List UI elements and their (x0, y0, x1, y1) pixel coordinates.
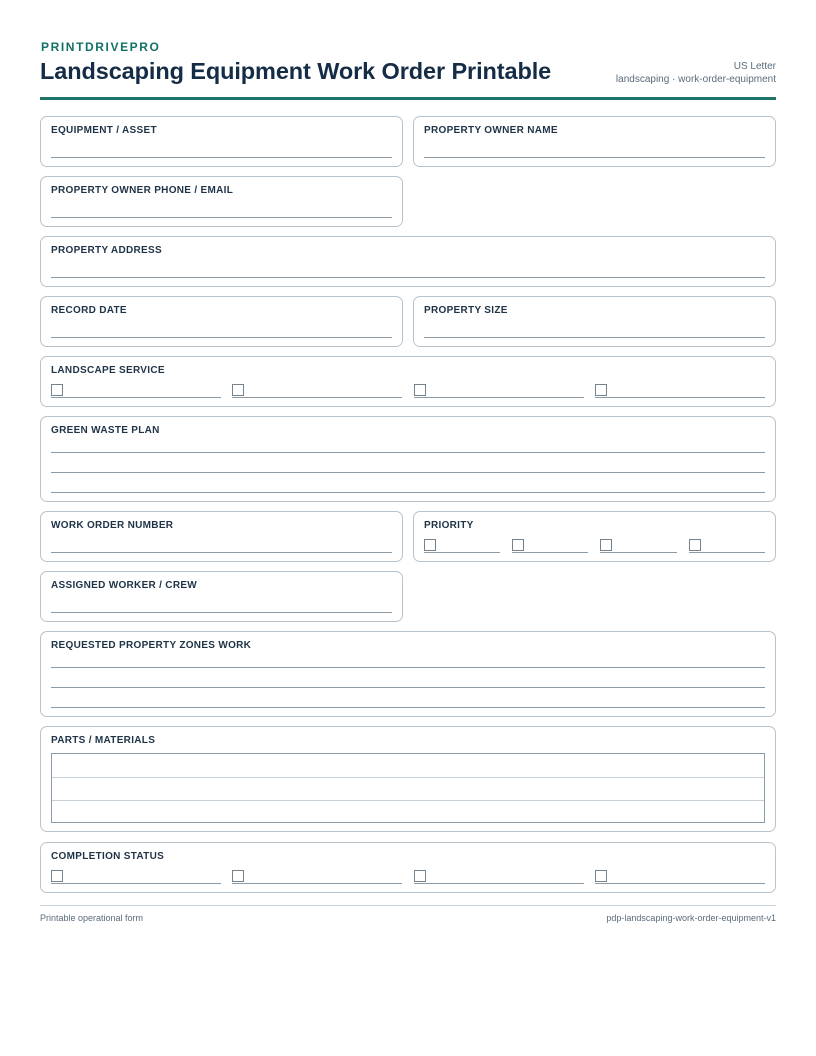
write-line[interactable] (51, 472, 765, 473)
landscape-service-field[interactable] (40, 356, 776, 407)
write-line[interactable] (51, 217, 392, 218)
priority-field[interactable] (413, 511, 776, 562)
completion-status-option[interactable] (414, 870, 584, 884)
document-tags: landscaping · work-order-equipment (615, 74, 776, 85)
priority-option[interactable] (424, 539, 500, 553)
brand-name: PRINTDRIVEPRO (41, 40, 161, 54)
assigned-worker-field[interactable] (40, 571, 403, 622)
field-label: EQUIPMENT / ASSET (51, 125, 157, 136)
field-label: PROPERTY OWNER NAME (424, 125, 558, 136)
write-line (595, 397, 765, 398)
checkbox[interactable] (424, 539, 436, 551)
write-line[interactable] (424, 157, 765, 158)
checkbox[interactable] (600, 539, 612, 551)
equipment-asset-field[interactable] (40, 116, 403, 167)
write-line (512, 552, 588, 553)
table-row-divider (52, 800, 764, 801)
landscape-service-option[interactable] (595, 384, 765, 398)
header-divider (40, 97, 776, 100)
field-label: PRIORITY (424, 520, 474, 531)
write-line[interactable] (51, 552, 392, 553)
field-label: PROPERTY OWNER PHONE / EMAIL (51, 185, 234, 196)
write-line (424, 552, 500, 553)
page-title: Landscaping Equipment Work Order Printable (40, 58, 552, 84)
field-label: PROPERTY ADDRESS (51, 245, 162, 256)
property-address-field[interactable] (40, 236, 776, 287)
completion-status-field[interactable] (40, 842, 776, 893)
write-line[interactable] (51, 157, 392, 158)
checkbox[interactable] (512, 539, 524, 551)
write-line (51, 397, 221, 398)
field-label: COMPLETION STATUS (51, 851, 165, 862)
checkbox[interactable] (232, 384, 244, 396)
footer-divider (40, 905, 776, 906)
priority-option[interactable] (689, 539, 765, 553)
field-label: LANDSCAPE SERVICE (51, 365, 165, 376)
priority-option[interactable] (512, 539, 588, 553)
field-label: RECORD DATE (51, 305, 127, 316)
write-line[interactable] (51, 277, 765, 278)
table-row-divider (52, 777, 764, 778)
checkbox[interactable] (595, 384, 607, 396)
checkbox[interactable] (232, 870, 244, 882)
field-label: PROPERTY SIZE (424, 305, 508, 316)
completion-status-option[interactable] (595, 870, 765, 884)
checkbox[interactable] (414, 384, 426, 396)
write-line[interactable] (51, 492, 765, 493)
parts-table[interactable] (51, 753, 765, 823)
checkbox[interactable] (51, 384, 63, 396)
write-line (414, 397, 584, 398)
write-line[interactable] (51, 337, 392, 338)
record-date-field[interactable] (40, 296, 403, 347)
footer-form-id: pdp-landscaping-work-order-equipment-v1 (606, 913, 776, 923)
write-line (232, 397, 402, 398)
write-line (232, 883, 402, 884)
landscape-service-option[interactable] (232, 384, 402, 398)
property-owner-name-field[interactable] (413, 116, 776, 167)
property-owner-contact-field[interactable] (40, 176, 403, 227)
write-line[interactable] (51, 452, 765, 453)
write-line (600, 552, 677, 553)
footer-description: Printable operational form (40, 913, 144, 923)
write-line[interactable] (51, 707, 765, 708)
landscape-service-option[interactable] (414, 384, 584, 398)
write-line (51, 883, 221, 884)
field-label: WORK ORDER NUMBER (51, 520, 174, 531)
write-line[interactable] (424, 337, 765, 338)
field-label: PARTS / MATERIALS (51, 735, 156, 746)
parts-materials-field[interactable] (40, 726, 776, 832)
checkbox[interactable] (414, 870, 426, 882)
green-waste-plan-field[interactable] (40, 416, 776, 502)
completion-status-option[interactable] (232, 870, 402, 884)
property-size-field[interactable] (413, 296, 776, 347)
field-label: REQUESTED PROPERTY ZONES WORK (51, 640, 252, 651)
landscape-service-option[interactable] (51, 384, 221, 398)
write-line (689, 552, 765, 553)
checkbox[interactable] (595, 870, 607, 882)
write-line[interactable] (51, 612, 392, 613)
paper-size: US Letter (733, 61, 776, 72)
checkbox[interactable] (51, 870, 63, 882)
write-line (595, 883, 765, 884)
document-meta (616, 60, 776, 86)
field-label: ASSIGNED WORKER / CREW (51, 580, 198, 591)
work-order-number-field[interactable] (40, 511, 403, 562)
write-line[interactable] (51, 667, 765, 668)
priority-option[interactable] (600, 539, 677, 553)
field-label: GREEN WASTE PLAN (51, 425, 160, 436)
completion-status-option[interactable] (51, 870, 221, 884)
requested-zones-field[interactable] (40, 631, 776, 717)
write-line (414, 883, 584, 884)
write-line[interactable] (51, 687, 765, 688)
checkbox[interactable] (689, 539, 701, 551)
